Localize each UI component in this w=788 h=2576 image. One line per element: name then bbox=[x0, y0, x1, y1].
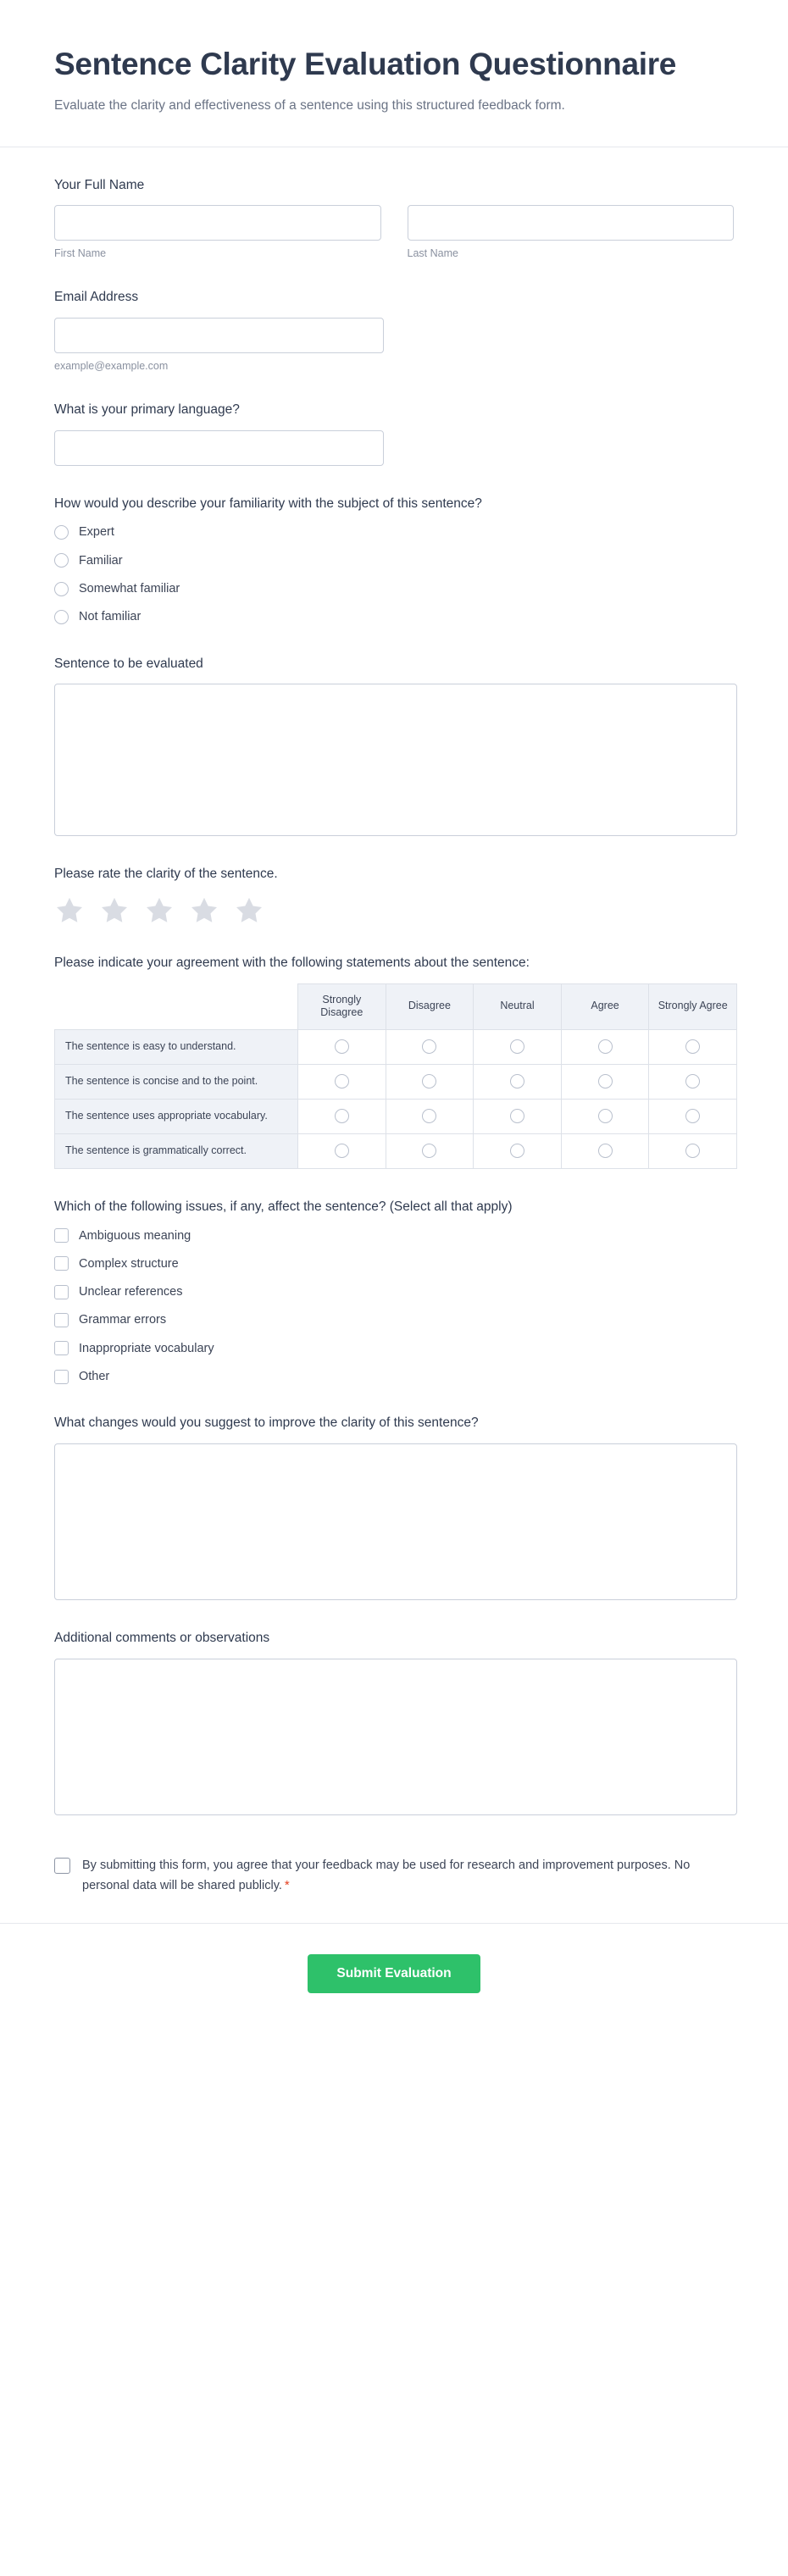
first-name-sublabel: First Name bbox=[54, 247, 107, 260]
matrix-body bbox=[55, 1029, 737, 1168]
primary-language-label: What is your primary language? bbox=[54, 402, 240, 417]
sentence-textarea[interactable] bbox=[54, 684, 737, 836]
radio-circle-icon[interactable] bbox=[510, 1074, 524, 1089]
matrix-cell[interactable] bbox=[474, 1064, 562, 1099]
radio-circle-icon[interactable] bbox=[335, 1109, 349, 1123]
radio-circle-icon[interactable] bbox=[335, 1144, 349, 1158]
star-icon[interactable] bbox=[54, 895, 85, 925]
matrix-cell[interactable] bbox=[649, 1029, 737, 1064]
submit-button[interactable]: Submit Evaluation bbox=[308, 1954, 480, 1993]
matrix-row-label: The sentence uses appropriate vocabulary. bbox=[55, 1099, 298, 1133]
suggestions-textarea[interactable] bbox=[54, 1443, 737, 1600]
field-comments bbox=[54, 1629, 734, 1815]
checkbox-option-complex-structure[interactable] bbox=[54, 1255, 734, 1272]
first-name-input[interactable] bbox=[54, 205, 381, 241]
last-name-col bbox=[408, 205, 735, 259]
radio-option-somewhat-familiar[interactable] bbox=[54, 580, 734, 597]
radio-label: Expert bbox=[79, 525, 114, 540]
matrix-cell[interactable] bbox=[474, 1099, 562, 1133]
radio-option-expert[interactable] bbox=[54, 524, 734, 540]
field-familiarity bbox=[54, 495, 734, 626]
checkbox-label: Inappropriate vocabulary bbox=[79, 1341, 214, 1355]
consent-text bbox=[82, 1856, 726, 1896]
star-rating[interactable] bbox=[54, 895, 734, 925]
radio-circle-icon[interactable] bbox=[685, 1074, 700, 1089]
field-issues bbox=[54, 1198, 734, 1385]
checkbox-option-other[interactable] bbox=[54, 1368, 734, 1385]
form-header bbox=[0, 0, 788, 147]
familiarity-options bbox=[54, 524, 734, 625]
radio-circle-icon[interactable] bbox=[422, 1144, 436, 1158]
form-body bbox=[0, 147, 788, 1896]
radio-label: Familiar bbox=[79, 553, 123, 568]
familiarity-label: How would you describe your familiarity with the subject of this sentence? bbox=[54, 496, 482, 511]
radio-circle-icon[interactable] bbox=[54, 553, 69, 568]
radio-circle-icon[interactable] bbox=[598, 1144, 613, 1158]
radio-circle-icon[interactable] bbox=[510, 1039, 524, 1054]
matrix-cell[interactable] bbox=[386, 1029, 474, 1064]
matrix-cell[interactable] bbox=[649, 1133, 737, 1168]
comments-textarea[interactable] bbox=[54, 1659, 737, 1815]
matrix-row-label: The sentence is easy to understand. bbox=[55, 1029, 298, 1064]
matrix-cell[interactable] bbox=[561, 1133, 649, 1168]
matrix-cell[interactable] bbox=[474, 1133, 562, 1168]
matrix-cell[interactable] bbox=[298, 1064, 386, 1099]
radio-circle-icon[interactable] bbox=[598, 1074, 613, 1089]
star-icon[interactable] bbox=[99, 895, 130, 925]
radio-circle-icon[interactable] bbox=[54, 525, 69, 540]
email-label: Email Address bbox=[54, 290, 139, 305]
form-footer bbox=[0, 1923, 788, 2034]
matrix-cell[interactable] bbox=[561, 1064, 649, 1099]
field-agreement-matrix bbox=[54, 954, 734, 1169]
checkbox-icon[interactable] bbox=[54, 1370, 69, 1384]
radio-circle-icon[interactable] bbox=[335, 1039, 349, 1054]
star-icon[interactable] bbox=[144, 895, 175, 925]
radio-circle-icon[interactable] bbox=[422, 1074, 436, 1089]
checkbox-option-grammar-errors[interactable] bbox=[54, 1311, 734, 1328]
matrix-cell[interactable] bbox=[649, 1099, 737, 1133]
field-clarity-rating bbox=[54, 865, 734, 925]
matrix-head bbox=[55, 983, 737, 1029]
radio-option-not-familiar[interactable] bbox=[54, 608, 734, 625]
full-name-label: Your Full Name bbox=[54, 177, 145, 192]
matrix-cell[interactable] bbox=[386, 1064, 474, 1099]
field-full-name bbox=[54, 176, 734, 260]
star-icon[interactable] bbox=[189, 895, 219, 925]
matrix-cell[interactable] bbox=[386, 1099, 474, 1133]
matrix-row-label: The sentence is concise and to the point. bbox=[55, 1064, 298, 1099]
issues-options bbox=[54, 1227, 734, 1386]
checkbox-icon[interactable] bbox=[54, 1341, 69, 1355]
matrix-col-header: Agree bbox=[561, 983, 649, 1029]
radio-option-familiar[interactable] bbox=[54, 552, 734, 569]
full-name-row bbox=[54, 205, 734, 259]
matrix-cell[interactable] bbox=[298, 1099, 386, 1133]
checkbox-icon[interactable] bbox=[54, 1285, 69, 1299]
checkbox-label: Complex structure bbox=[79, 1256, 179, 1271]
matrix-corner bbox=[55, 983, 298, 1029]
checkbox-label: Grammar errors bbox=[79, 1313, 167, 1327]
last-name-input[interactable] bbox=[408, 205, 735, 241]
issues-label: Which of the following issues, if any, affect the sentence? (Select all that apply) bbox=[54, 1199, 513, 1214]
matrix-col-header: Strongly Disagree bbox=[298, 983, 386, 1029]
consent-statement: By submitting this form, you agree that your feedback may be used for research and improvement purposes. No personal data will be shared publicly. bbox=[82, 1858, 691, 1892]
radio-label: Not familiar bbox=[79, 610, 142, 624]
radio-circle-icon[interactable] bbox=[685, 1144, 700, 1158]
sentence-label: Sentence to be evaluated bbox=[54, 656, 203, 671]
matrix-cell[interactable] bbox=[474, 1029, 562, 1064]
matrix-cell[interactable] bbox=[298, 1133, 386, 1168]
last-name-sublabel: Last Name bbox=[407, 247, 458, 260]
radio-circle-icon[interactable] bbox=[685, 1109, 700, 1123]
radio-circle-icon[interactable] bbox=[685, 1039, 700, 1054]
field-email bbox=[54, 288, 734, 372]
table-row bbox=[55, 1133, 737, 1168]
matrix-cell[interactable] bbox=[561, 1029, 649, 1064]
radio-label: Somewhat familiar bbox=[79, 581, 180, 596]
field-suggestions bbox=[54, 1414, 734, 1600]
email-sublabel: example@example.com bbox=[54, 359, 169, 372]
suggestions-label: What changes would you suggest to improve the clarity of this sentence? bbox=[54, 1415, 479, 1431]
radio-circle-icon[interactable] bbox=[422, 1109, 436, 1123]
first-name-col bbox=[54, 205, 381, 259]
email-input[interactable] bbox=[54, 318, 384, 353]
page-title: Sentence Clarity Evaluation Questionnaire bbox=[54, 47, 677, 81]
field-sentence bbox=[54, 655, 734, 837]
checkbox-icon[interactable] bbox=[54, 1313, 69, 1327]
table-row bbox=[55, 1099, 737, 1133]
radio-circle-icon[interactable] bbox=[598, 1039, 613, 1054]
checkbox-icon[interactable] bbox=[54, 1228, 69, 1243]
agreement-matrix-label: Please indicate your agreement with the following statements about the sentence: bbox=[54, 955, 530, 970]
checkbox-icon[interactable] bbox=[54, 1256, 69, 1271]
checkbox-label: Unclear references bbox=[79, 1285, 183, 1299]
matrix-header-row bbox=[55, 983, 737, 1029]
matrix-row-label: The sentence is grammatically correct. bbox=[55, 1133, 298, 1168]
matrix-col-header: Strongly Agree bbox=[649, 983, 737, 1029]
required-asterisk: * bbox=[284, 1877, 290, 1892]
checkbox-option-ambiguous-meaning[interactable] bbox=[54, 1227, 734, 1244]
radio-circle-icon[interactable] bbox=[54, 582, 69, 596]
radio-circle-icon[interactable] bbox=[54, 610, 69, 624]
checkbox-option-unclear-references[interactable] bbox=[54, 1283, 734, 1300]
primary-language-input[interactable] bbox=[54, 430, 384, 466]
agreement-matrix-table bbox=[54, 983, 737, 1169]
radio-circle-icon[interactable] bbox=[510, 1144, 524, 1158]
consent-row[interactable] bbox=[54, 1844, 734, 1896]
table-row bbox=[55, 1064, 737, 1099]
checkbox-label: Other bbox=[79, 1370, 110, 1384]
matrix-cell[interactable] bbox=[386, 1133, 474, 1168]
radio-circle-icon[interactable] bbox=[510, 1109, 524, 1123]
matrix-cell[interactable] bbox=[298, 1029, 386, 1064]
checkbox-label: Ambiguous meaning bbox=[79, 1228, 191, 1243]
table-row bbox=[55, 1029, 737, 1064]
clarity-rating-label: Please rate the clarity of the sentence. bbox=[54, 867, 278, 882]
field-primary-language bbox=[54, 401, 734, 466]
matrix-cell[interactable] bbox=[561, 1099, 649, 1133]
consent-checkbox-icon[interactable] bbox=[54, 1858, 70, 1874]
matrix-cell[interactable] bbox=[649, 1064, 737, 1099]
checkbox-option-inappropriate-vocabulary[interactable] bbox=[54, 1340, 734, 1357]
star-icon[interactable] bbox=[234, 895, 264, 925]
radio-circle-icon[interactable] bbox=[422, 1039, 436, 1054]
comments-label: Additional comments or observations bbox=[54, 1631, 270, 1646]
matrix-col-header: Disagree bbox=[386, 983, 474, 1029]
radio-circle-icon[interactable] bbox=[335, 1074, 349, 1089]
page-subtitle: Evaluate the clarity and effectiveness of a sentence using this structured feedback form. bbox=[54, 98, 565, 114]
radio-circle-icon[interactable] bbox=[598, 1109, 613, 1123]
matrix-col-header: Neutral bbox=[474, 983, 562, 1029]
